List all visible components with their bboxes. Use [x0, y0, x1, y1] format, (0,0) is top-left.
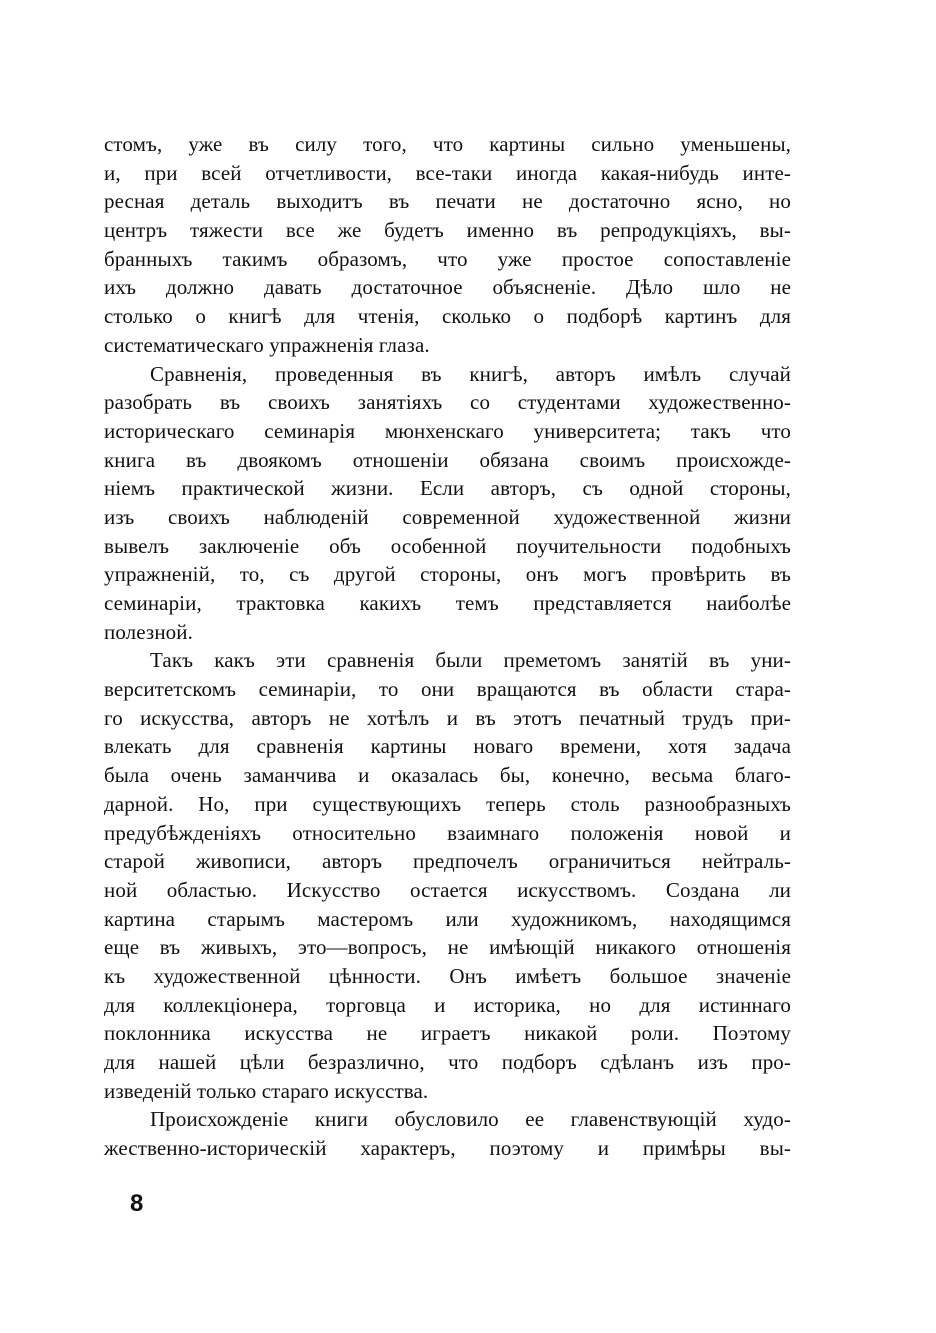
- text-line: полезной.: [104, 619, 193, 644]
- text-line: еще въ живыхъ, это—вопросъ, не имѣющій никакого отношенія: [104, 935, 791, 960]
- paragraph: [104, 130, 791, 360]
- text-line: для нашей цѣли безразлично, что подборъ сдѣланъ изъ про-: [104, 1050, 791, 1074]
- text-line: вывелъ заключеніе объ особенной поучительности подобныхъ: [104, 533, 791, 558]
- paragraph: [104, 646, 791, 1105]
- page-number: 8: [130, 1190, 144, 1217]
- text-line: бранныхъ такимъ образомъ, что уже простое сопоставленіе: [104, 246, 791, 271]
- text-line: ихъ должно давать достаточное объясненіе. Дѣло шло не: [104, 275, 791, 300]
- text-line: го искусства, авторъ не хотѣлъ и въ этотъ печатный трудъ при-: [104, 705, 791, 730]
- text-line: ресная деталь выходитъ въ печати не достаточно ясно, но: [104, 189, 791, 214]
- text-line: столько о книгѣ для чтенія, сколько о подборѣ картинъ для: [104, 304, 791, 329]
- text-line: центръ тяжести все же будетъ именно въ репродукціяхъ, вы-: [104, 218, 791, 243]
- text-line: ніемъ практической жизни. Если авторъ, съ одной стороны,: [104, 476, 791, 501]
- text-line: была очень заманчива и оказалась бы, конечно, весьма благо-: [104, 763, 791, 788]
- text-line: книга въ двоякомъ отношеніи обязана своимъ происхожде-: [104, 447, 791, 472]
- text-line: Происхожденіе книги обусловило ее главенствующій худо-: [150, 1107, 791, 1132]
- text-line: Сравненія, проведенныя въ книгѣ, авторъ имѣлъ случай: [150, 361, 791, 386]
- page-body-text: [104, 130, 791, 1163]
- text-line: поклонника искусства не играетъ никакой роли. Поэтому: [104, 1021, 791, 1046]
- text-line: систематическаго упражненія глаза.: [104, 332, 430, 357]
- text-line: упражненій, то, съ другой стороны, онъ могъ провѣрить въ: [104, 562, 791, 587]
- text-line: историческаго семинарія мюнхенскаго университета; такъ что: [104, 418, 791, 443]
- text-line: жественно-историческій характеръ, поэтому и примѣры вы-: [104, 1136, 791, 1161]
- text-line: дарной. Но, при существующихъ теперь столь разнообразныхъ: [104, 791, 791, 816]
- text-line: предубѣжденіяхъ относительно взаимнаго положенія новой и: [104, 820, 791, 845]
- text-line: семинаріи, трактовка какихъ темъ представляется наиболѣе: [104, 591, 791, 615]
- paragraph: [104, 360, 791, 647]
- text-line: разобрать въ своихъ занятіяхъ со студентами художественно-: [104, 390, 791, 415]
- text-line: къ художественной цѣнности. Онъ имѣетъ большое значеніе: [104, 963, 791, 988]
- text-line: картина старымъ мастеромъ или художникомъ, находящимся: [104, 906, 791, 931]
- paragraph: [104, 1105, 791, 1162]
- text-line: стомъ, уже въ силу того, что картины сильно уменьшены,: [104, 132, 791, 156]
- text-line: старой живописи, авторъ предпочелъ ограничиться нейтраль-: [104, 849, 791, 874]
- text-line: и, при всей отчетливости, все-таки иногда какая-нибудь инте-: [104, 160, 791, 185]
- text-line: изъ своихъ наблюденій современной художественной жизни: [104, 504, 791, 529]
- text-line: ной областью. Искусство остается искусствомъ. Создана ли: [104, 877, 791, 902]
- text-line: изведеній только стараго искусства.: [104, 1078, 429, 1103]
- text-line: влекать для сравненія картины новаго времени, хотя задача: [104, 734, 791, 759]
- text-line: Такъ какъ эти сравненія были преметомъ занятій въ уни-: [150, 648, 791, 673]
- text-line: верситетскомъ семинаріи, то они вращаются въ области стара-: [104, 677, 791, 702]
- text-line: для коллекціонера, торговца и историка, но для истиннаго: [104, 992, 791, 1017]
